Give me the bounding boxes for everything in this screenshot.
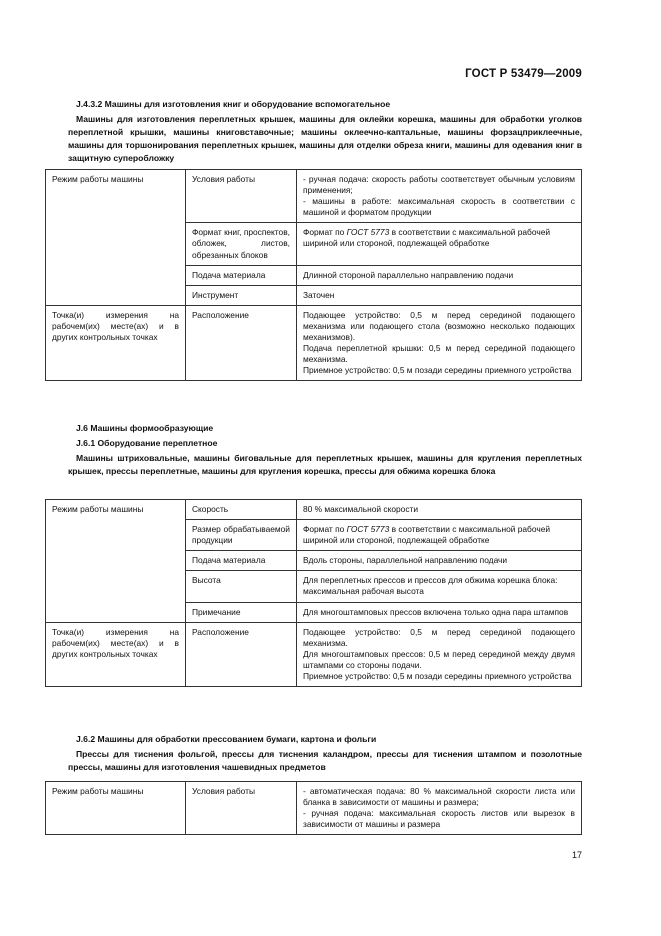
cell-value: Длинной стороной параллельно направлению подачи: [297, 265, 582, 285]
document-code: ГОСТ Р 53479—2009: [465, 68, 582, 80]
cell-condition: Условия работы: [186, 782, 297, 835]
table-row: [46, 622, 582, 686]
cell-value: Для многоштамповых прессов включена только одна пара штампов: [297, 602, 582, 622]
cell-value: - ручная подача: скорость работы соответствует обычным условиям применения; - машины в работе: максимальная скорость в соответствии с машиной и форматом продукции: [297, 170, 582, 223]
cell-operating-mode: Режим работы машины: [46, 500, 186, 623]
cell-condition: Подача материала: [186, 265, 297, 285]
table-row: [46, 782, 582, 835]
machines-list-paragraph: Машины штриховальные, машины биговальные для переплетных крышек, машины для кругления переплетных крышек, прессы переплетные, машины для кругления корешка, прессы для обжима корешка блока: [68, 453, 582, 476]
cell-value: Подающее устройство: 0,5 м перед серединой подающего механизма. Для многоштамповых прессов: 0,5 м перед серединой между двумя штампами со стороны подачи. Приемное устройство: 0,5 м позади середины приемного устройства: [297, 622, 582, 686]
section-title-j62: J.6.2 Машины для обработки прессованием бумаги, картона и фольги: [76, 734, 377, 744]
spec-table-1: [45, 169, 582, 381]
cell-condition: Формат книг, проспектов, обложек, листов, обрезанных блоков: [186, 223, 297, 265]
cell-value: 80 % максимальной скорости: [297, 500, 582, 520]
table-row: [46, 170, 582, 223]
section-title-j61: J.6.1 Оборудование переплетное: [76, 438, 218, 448]
cell-value: - автоматическая подача: 80 % максимальной скорости листа или бланка в зависимости от машины и размера; - ручная подача: максимальная скорость листов или вырезок в зависимости от машины и размера: [297, 782, 582, 835]
cell-condition: Скорость: [186, 500, 297, 520]
cell-operating-mode: Режим работы машины: [46, 170, 186, 306]
cell-measurement-points: Точка(и) измерения на рабочем(их) месте(ах) и в других контрольных точках: [46, 622, 186, 686]
machines-list-paragraph: Машины для изготовления переплетных крышек, машины для оклейки корешка, машины для обработки уголков переплетной крышки, машины книговставочные; машины оклеечно-каптальные, машины форзацприклеечные, машины для торшонирования переплетных крышек, машины для отделки обреза книги, машины для одевания книг в защитную суперобложку: [68, 114, 582, 163]
spec-table-3: [45, 781, 582, 835]
cell-value: Подающее устройство: 0,5 м перед серединой подающего механизма или подающего стола (возможно несколько подающих механизмов). Подача переплетной крышки: 0,5 м перед серединой подающего механизма. Приемное устройство: 0,5 м позади середины приемного устройства: [297, 305, 582, 381]
cell-value: Вдоль стороны, параллельной направлению подачи: [297, 551, 582, 571]
cell-condition: Размер обрабатываемой продукции: [186, 520, 297, 551]
cell-measurement-points: Точка(и) измерения на рабочем(их) месте(ах) и в других контрольных точках: [46, 305, 186, 381]
cell-value: Для переплетных прессов и прессов для обжима корешка блока: максимальная рабочая высота: [297, 571, 582, 602]
cell-condition: Высота: [186, 571, 297, 602]
cell-condition: Примечание: [186, 602, 297, 622]
cell-condition: Инструмент: [186, 285, 297, 305]
cell-condition: Расположение: [186, 622, 297, 686]
spec-table-2: [45, 499, 582, 687]
cell-condition: Условия работы: [186, 170, 297, 223]
cell-value: Заточен: [297, 285, 582, 305]
cell-condition: Расположение: [186, 305, 297, 381]
page-number: 17: [571, 850, 582, 860]
cell-condition: Подача материала: [186, 551, 297, 571]
cell-operating-mode: Режим работы машины: [46, 782, 186, 835]
section-title-j6: J.6 Машины формообразующие: [76, 423, 214, 433]
table-row: [46, 500, 582, 520]
table-row: [46, 305, 582, 381]
section-title-j432: J.4.3.2 Машины для изготовления книг и оборудование вспомогательное: [76, 99, 391, 109]
cell-value: Формат по ГОСТ 5773 в соответствии с максимальной рабочей шириной или стороной, подлежащей обработке: [297, 223, 582, 265]
machines-list-paragraph: Прессы для тиснения фольгой, прессы для тиснения каландром, прессы для тиснения штампом и позолотные прессы, машины для изготовления чашевидных предметов: [68, 749, 582, 772]
standard-reference: ГОСТ 5773: [346, 524, 390, 535]
standard-reference: ГОСТ 5773: [346, 227, 390, 238]
cell-value: Формат по ГОСТ 5773 в соответствии с максимальной рабочей шириной или стороной, подлежащей обработке: [297, 520, 582, 551]
